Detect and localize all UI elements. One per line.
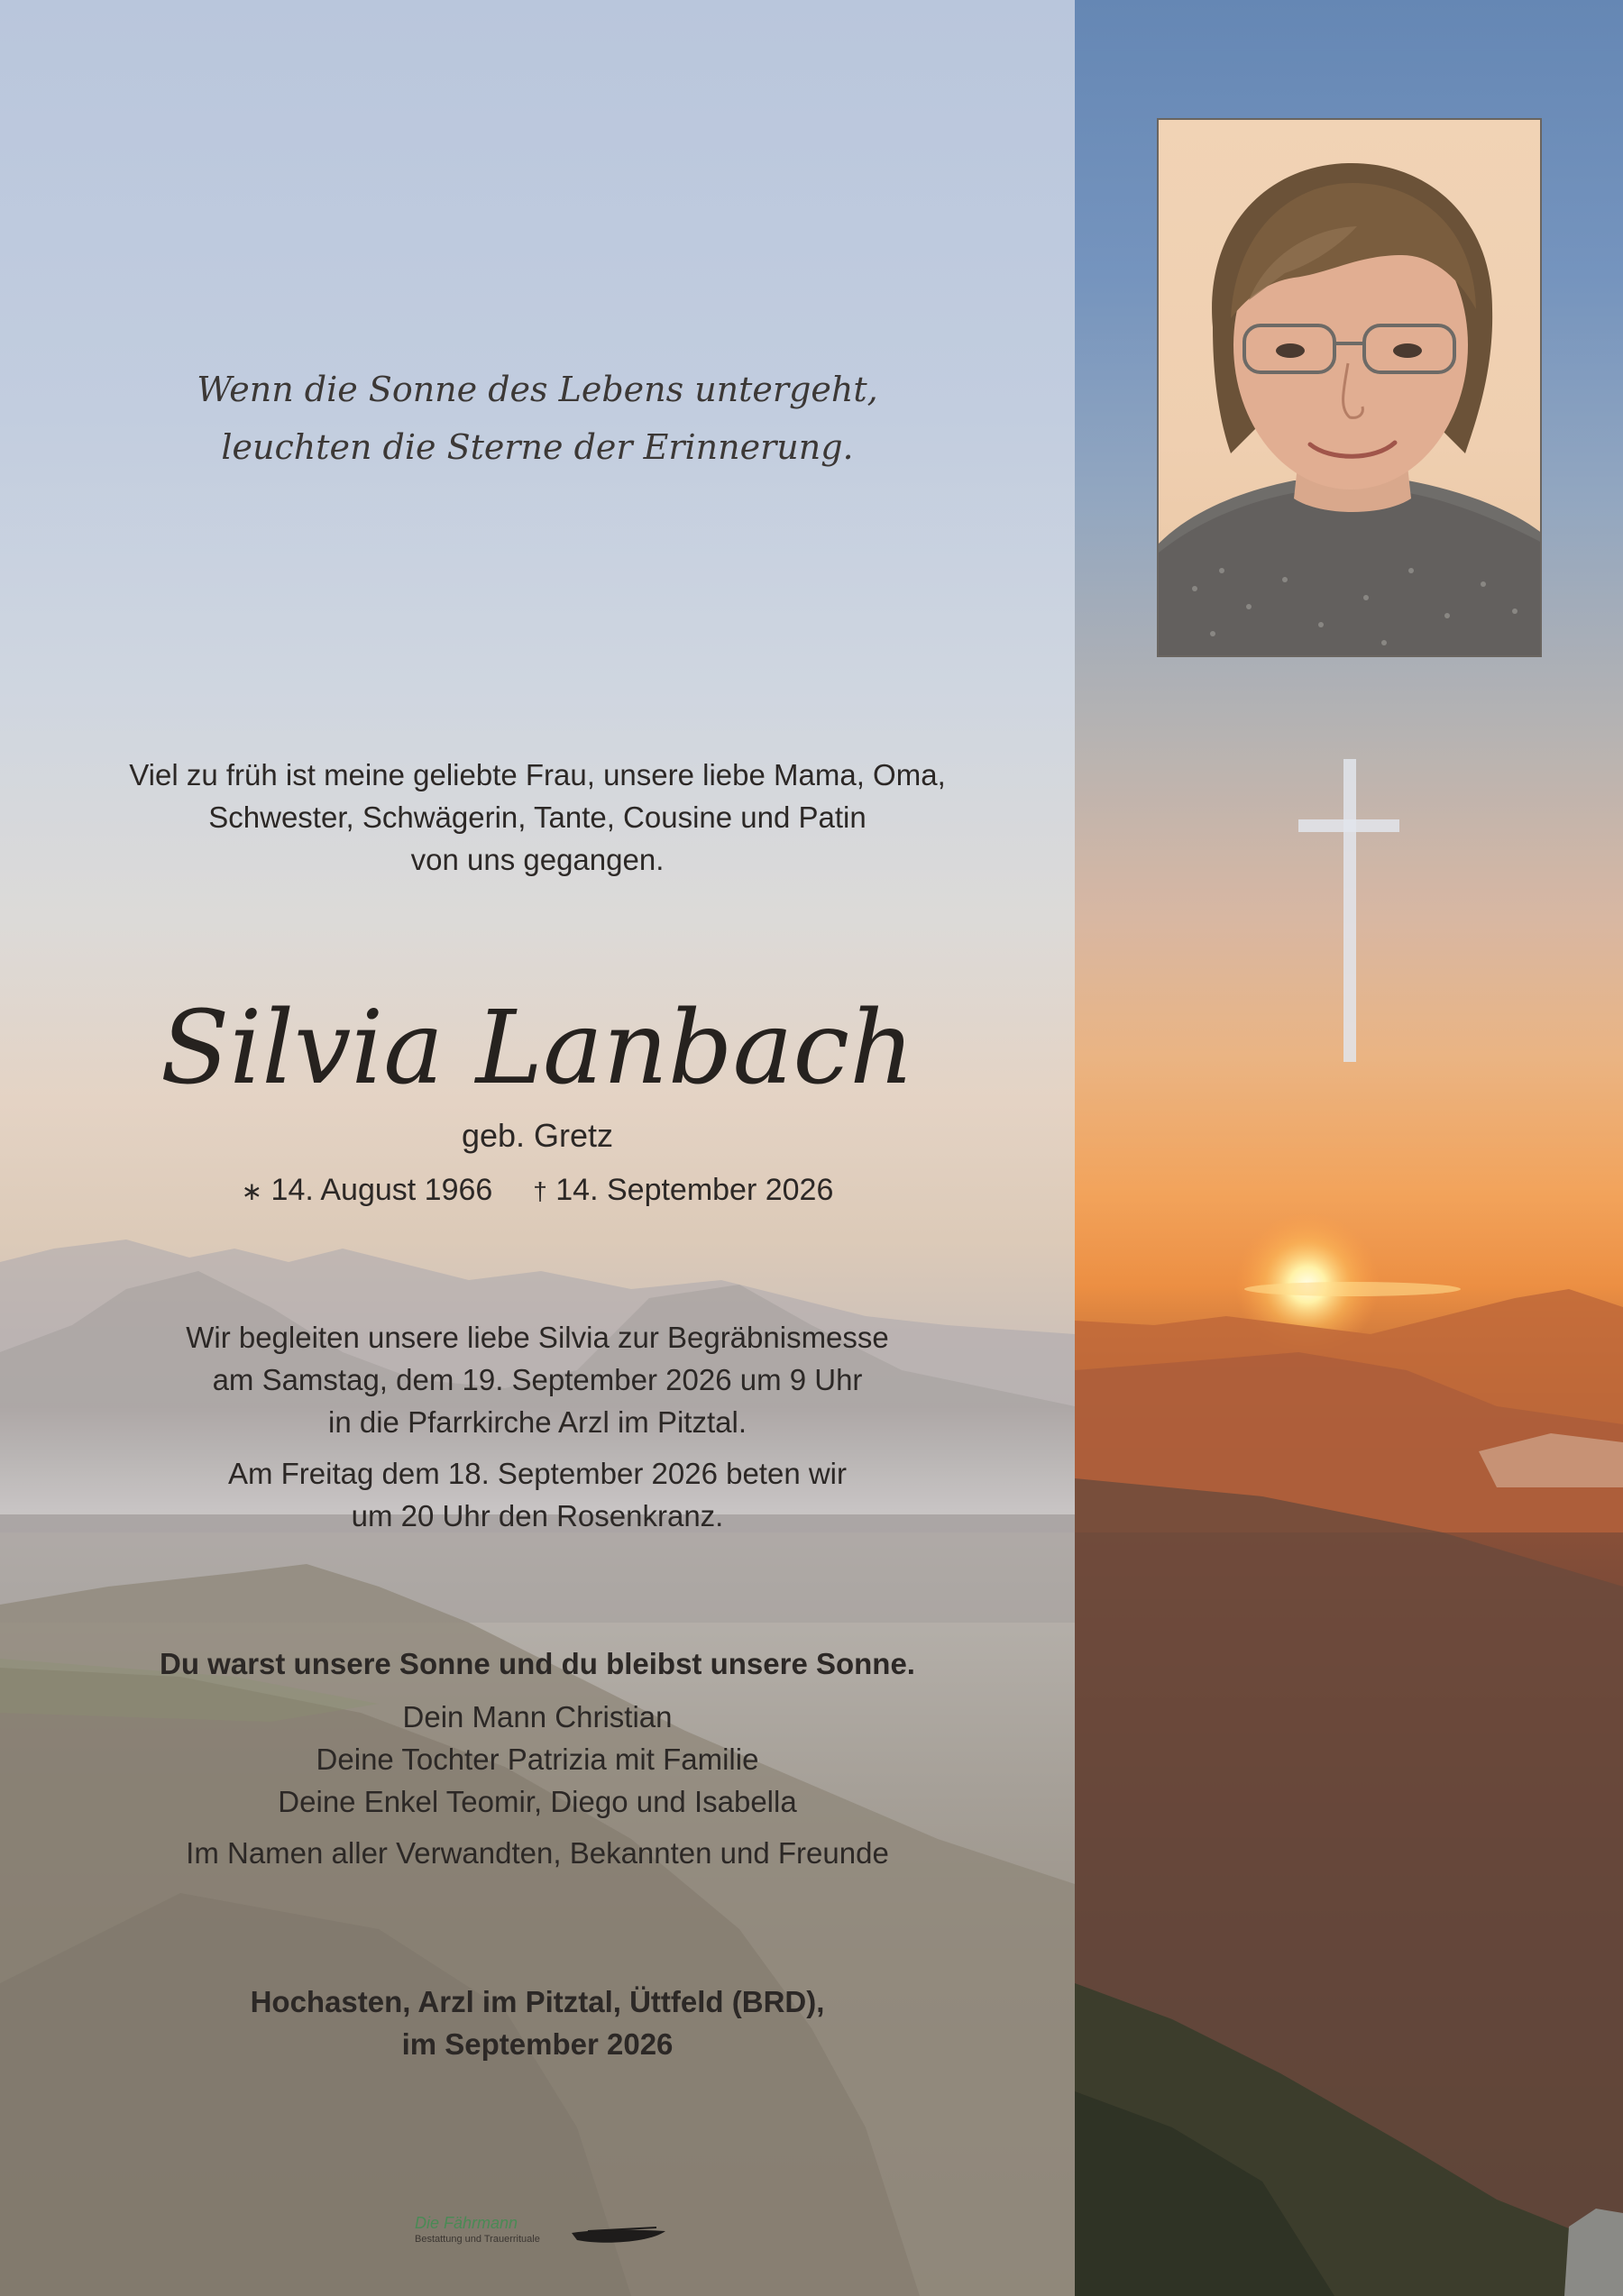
ceremony-line-5: um 20 Uhr den Rosenkranz. <box>351 1499 724 1532</box>
born-star-icon: ∗ <box>241 1177 263 1205</box>
ceremony-line-1: Wir begleiten unsere liebe Silvia zur Begräbnismesse <box>186 1321 889 1354</box>
place-date <box>0 1980 1075 2065</box>
mourner-line-2: Deine Tochter Patrizia mit Familie <box>316 1743 759 1776</box>
mourner-line-4: Im Namen aller Verwandten, Bekannten und Freunde <box>186 1836 889 1870</box>
place-line-1: Hochasten, Arzl im Pitztal, Üttfeld (BRD), <box>250 1985 825 2018</box>
memorial-quote <box>0 361 1075 476</box>
portrait-illustration <box>1159 120 1542 657</box>
funeral-home-logo <box>415 2213 667 2258</box>
place-line-2: im September 2026 <box>401 2027 674 2061</box>
death-cross-icon: † <box>533 1177 547 1205</box>
intro-line-2: Schwester, Schwägerin, Tante, Cousine und Patin <box>208 800 867 834</box>
mourners-text <box>0 1642 1075 1874</box>
life-dates <box>0 1169 1075 1212</box>
death-date: 14. September 2026 <box>555 1173 834 1207</box>
quote-line-1: Wenn die Sonne des Lebens untergeht, <box>197 370 878 409</box>
cross-icon <box>1298 759 1399 1062</box>
boat-icon <box>570 2220 669 2251</box>
logo-tagline: Bestattung und Trauerrituale <box>415 2234 540 2245</box>
ceremony-line-2: am Samstag, dem 19. September 2026 um 9 Uhr <box>212 1363 863 1396</box>
intro-line-1: Viel zu früh ist meine geliebte Frau, unsere liebe Mama, Oma, <box>129 758 946 791</box>
portrait-photo <box>1157 118 1542 657</box>
birth-name: geb. Gretz <box>461 1117 614 1154</box>
logo-brand: Die Fährmann <box>415 2214 518 2232</box>
intro-text <box>0 754 1075 881</box>
quote-line-2: leuchten die Sterne der Erinnerung. <box>221 427 854 467</box>
intro-line-3: von uns gegangen. <box>410 843 665 876</box>
birth-date: 14. August 1966 <box>270 1173 493 1207</box>
ceremony-line-4: Am Freitag dem 18. September 2026 beten wir <box>227 1457 848 1490</box>
deceased-name: Silvia Lanbach <box>160 990 915 1107</box>
ceremony-text <box>0 1316 1075 1537</box>
motto: Du warst unsere Sonne und du bleibst unsere Sonne. <box>160 1647 915 1680</box>
ceremony-line-3: in die Pfarrkirche Arzl im Pitztal. <box>328 1405 747 1439</box>
mourner-line-1: Dein Mann Christian <box>402 1700 673 1733</box>
mourner-line-3: Deine Enkel Teomir, Diego und Isabella <box>278 1785 797 1818</box>
